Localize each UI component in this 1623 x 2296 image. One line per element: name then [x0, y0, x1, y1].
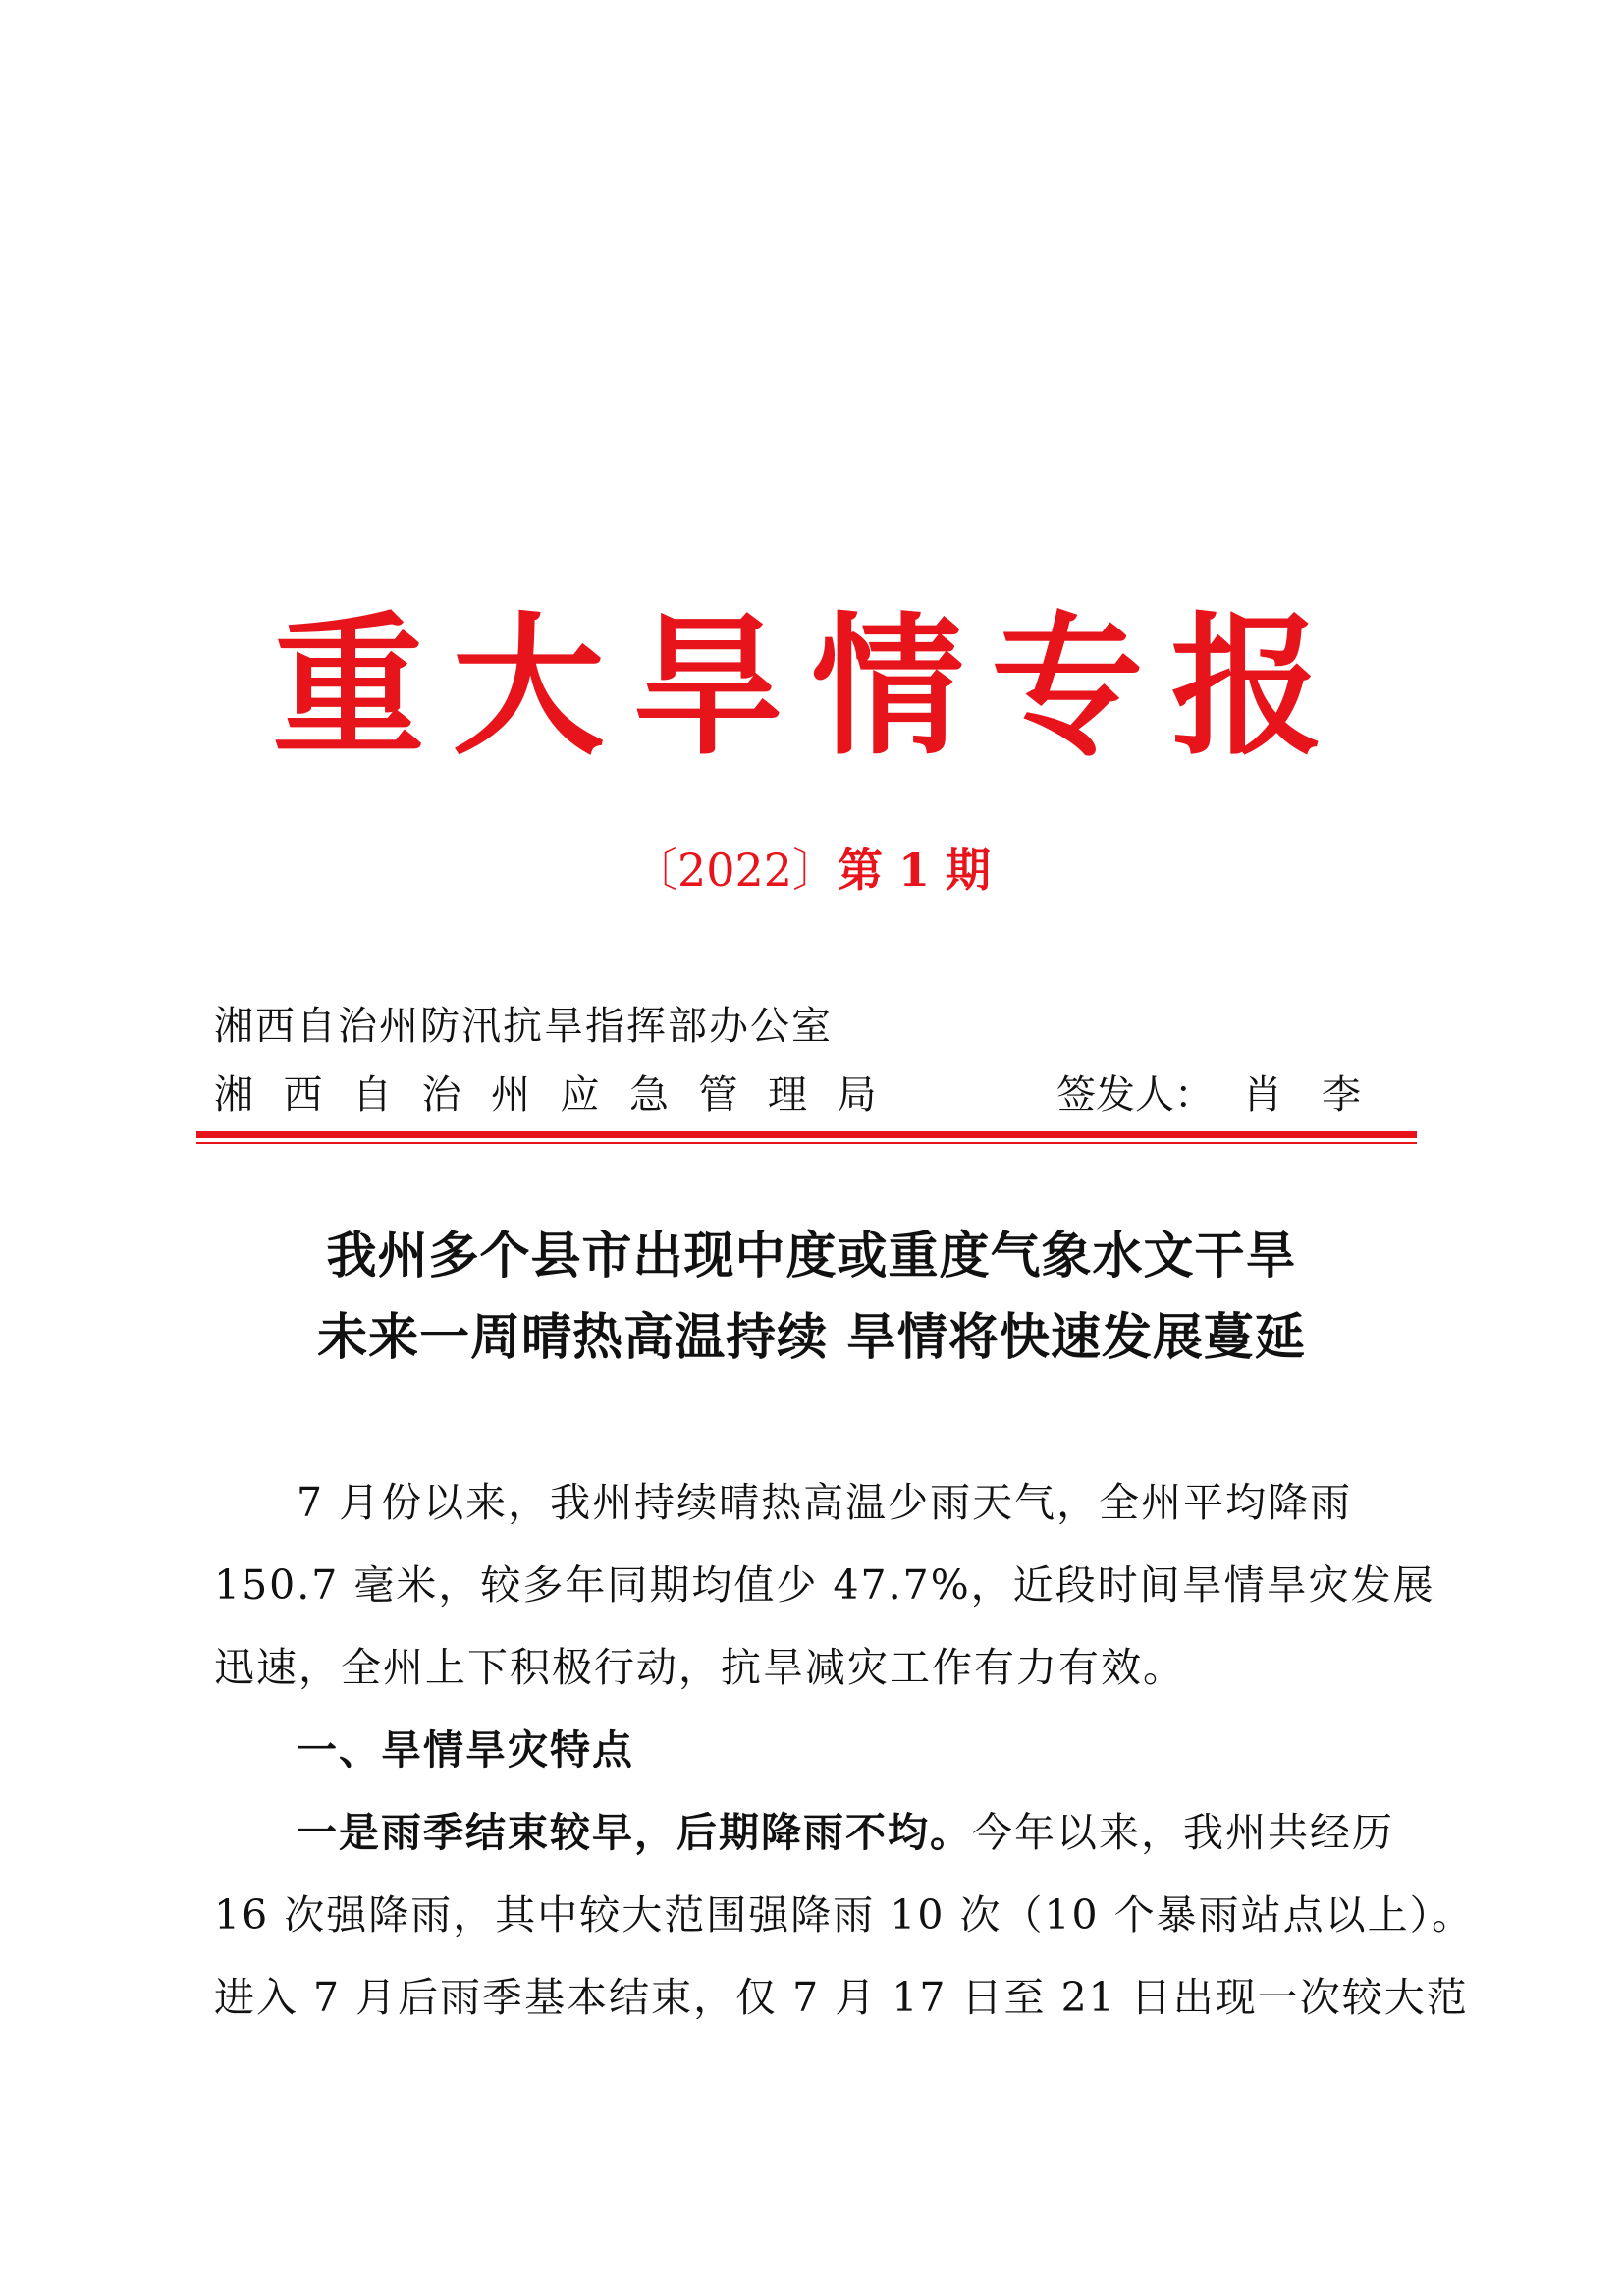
- section-heading: 一、旱情旱灾特点: [297, 1726, 634, 1774]
- issue-number: [0, 841, 1623, 900]
- feature-line-3: 进入 7 月后雨季基本结束，仅 7 月 17 日至 21 日出现一次较大范: [214, 1974, 1469, 2021]
- document-title-line-2: 未来一周晴热高温持续 旱情将快速发展蔓延: [317, 1309, 1306, 1367]
- feature-line-1-rest: 今年以来，我州共经历: [972, 1809, 1394, 1856]
- intro-line-2: 150.7 毫米，较多年同期均值少 47.7%，近段时间旱情旱灾发展: [214, 1561, 1435, 1609]
- issue-label: 第 1 期: [838, 844, 992, 897]
- signer-label: 签发人：: [1056, 1072, 1214, 1118]
- issue-year: 〔2022〕: [631, 844, 839, 897]
- feature-line-1: [214, 1791, 1424, 1874]
- masthead-title: 重大旱情专报: [272, 598, 1351, 776]
- feature-line-2: 16 次强降雨，其中较大范围强降雨 10 次（10 个暴雨站点以上）。: [214, 1891, 1475, 1939]
- signer-name: 肖李: [1243, 1072, 1400, 1118]
- intro-line-3: 迅速，全州上下积极行动，抗旱减灾工作有力有效。: [214, 1644, 1185, 1691]
- document-title-line-1: 我州多个县市出现中度或重度气象水文干旱: [326, 1228, 1297, 1285]
- header-divider-thin: [196, 1142, 1417, 1144]
- issuing-bureau: 湘西自治州应急管理局: [214, 1072, 906, 1118]
- signer: [1056, 1067, 1400, 1122]
- intro-line-1: 7 月份以来，我州持续晴热高温少雨天气，全州平均降雨: [297, 1479, 1353, 1526]
- header-divider-thick: [196, 1131, 1417, 1138]
- intro-paragraph: [214, 1461, 1435, 1709]
- feature-lead: 一是雨季结束较早，后期降雨不均。: [297, 1809, 972, 1856]
- issuing-office: 湘西自治州防汛抗旱指挥部办公室: [214, 1004, 833, 1049]
- feature-paragraph: [214, 1791, 1475, 2039]
